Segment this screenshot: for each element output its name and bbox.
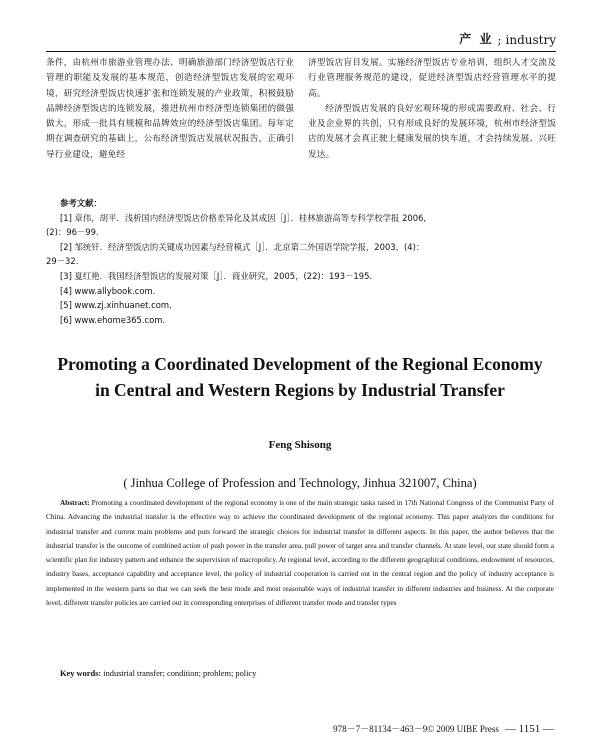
header-section-cn: 产 业: [459, 32, 494, 46]
reference-5: [5] www.zj.xinhuanet.com.: [60, 300, 172, 311]
abstract-text: Promoting a coordinated development of the regional economy is one of the main strategic tasks raised in 17th National Congress of the Communist Party of China. Advancing the industrial transfer is the effective way to achieve the coordinated development of the regional economy. This paper analyzes the conditions for industrial transfer and current main problems and puts forward the strategic choices for industrial transfer in different aspects. In this paper, the author believes that the industrial transfer is the outcome of combined action of push power in the transfer area, pull power of target area and transfer channels. At state level, our state should form a scientific plan for industry pattern and enhance the supervision of macropolicy. At regional level, according to the different geographical conditions, endowment of resources, industry bases, acceptance capability and acceptance level, the policy of industrial cooperation is carried out in the central region and the policy of industry acceptance is implemented in the western parts so that we can seek the best mode and most reasonable ways of industrial transfer in different industries and business. At the corporate level, different transfer policies are carried out in corresponding enterprises of different transfer mode and transfer types: [46, 498, 555, 608]
reference-1-cont: (2)：96－99.: [46, 227, 99, 238]
references-heading: 参考文献：: [60, 198, 102, 208]
left-column: [46, 56, 294, 163]
reference-2-cont: 29－32.: [46, 256, 79, 267]
left-column-paragraph: 条件，由杭州市旅游业管理办法、明确旅游部门经济型饭店行业管理的职能及发展的基本规范，创造经济型饭店发展的宏观环境，研究经济型饭店快速扩张和连锁发展的产业政策，积极鼓励品牌经济型饭店的连锁发展，推进杭州市经济型连锁集团的做强做大，形成一批具有规模和品牌效应的经济型饭店集团。每年定期在调查研究的基础上，公布经济型饭店发展状况报告，正确引导行业建设，避免经: [46, 58, 294, 160]
right-column-paragraph-1: 济型饭店盲目发展。实施经济型饭店专业培训，组织人才交流及行业管理服务规范的建设，促进经济型饭店经营管理水平的提高。: [308, 58, 556, 99]
reference-4: [4] www.allybook.com.: [60, 285, 156, 296]
abstract-label: Abstract:: [60, 498, 90, 507]
right-column-paragraph-2: 经济型饭店发展的良好宏观环境的形成需要政府、社会、行业及企业界的共创，只有形成良好的发展环境，杭州市经济型饭店的发展才会真正驶上健康发展的快车道，才会持续发展、兴旺发达。: [308, 103, 556, 160]
abstract: [46, 496, 554, 610]
keywords: [60, 669, 256, 678]
page-footer: [333, 722, 554, 735]
paper-author: Feng Shisong: [268, 439, 332, 451]
running-header: [46, 30, 556, 52]
reference-1: [1] 章伟，胡平．浅析国内经济型饭店价格差异化及其成因［J］．桂林旅游高等专科学校学报 2006,: [60, 212, 427, 223]
reference-3: [3] 夏红艳．我国经济型饭店的发展对策［J］．商业研究，2005，(22)：193－195.: [60, 270, 373, 281]
keywords-text: industrial transfer; condition; problem; policy: [103, 669, 257, 678]
header-section-en: industry: [505, 33, 556, 47]
footer-isbn: 978－7－81134－463－9© 2009 UIBE Press: [333, 724, 499, 734]
header-separator: ;: [497, 33, 502, 47]
right-column: [308, 56, 556, 163]
keywords-label: Key words:: [60, 669, 102, 678]
references-section: [46, 196, 556, 327]
paper-title-line-2: in Central and Western Regions by Industrial Transfer: [95, 380, 505, 400]
reference-2: [2] 邹统钎．经济型饭店的关键成功因素与经营模式［J］．北京第二外国语学院学报，2003，(4)：: [60, 241, 425, 252]
chinese-body-text: [46, 56, 556, 163]
paper-title: [30, 351, 570, 403]
reference-6: [6] www.ehome365.com.: [60, 314, 166, 325]
page-number: — 1151 —: [504, 723, 554, 735]
paper-affiliation: ( Jinhua College of Profession and Technology, Jinhua 321007, China): [123, 476, 477, 490]
paper-title-line-1: Promoting a Coordinated Development of the Regional Economy: [57, 354, 543, 374]
